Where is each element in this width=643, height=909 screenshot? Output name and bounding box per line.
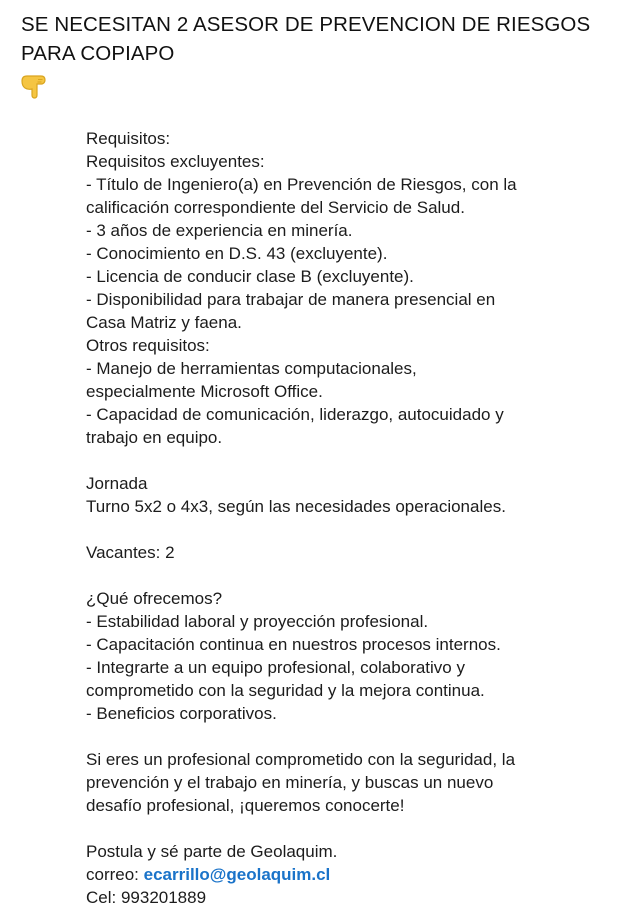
- post-body: [86, 127, 631, 909]
- apply-text: Postula y sé parte de Geolaquim.: [86, 842, 338, 861]
- spacer: [86, 449, 631, 472]
- requirement-soft-skills: - Capacidad de comunicación, liderazgo, autocuidado y: [86, 405, 504, 424]
- contact-email-row: [86, 863, 631, 886]
- spacer: [86, 564, 631, 587]
- spacer: [86, 725, 631, 748]
- contact-phone[interactable]: Cel: 993201889: [86, 888, 207, 907]
- spacer: [86, 817, 631, 840]
- offer-benefits: - Beneficios corporativos.: [86, 704, 277, 723]
- requirement-license: - Licencia de conducir clase B (excluyente).: [86, 267, 414, 286]
- post-title-line-1: SE NECESITAN 2 ASESOR DE PREVENCION DE RIESGOS: [21, 13, 591, 36]
- closing-paragraph-line-2: prevención y el trabajo en minería, y buscas un nuevo: [86, 773, 494, 792]
- email-label: correo:: [86, 865, 144, 884]
- post-title: [21, 10, 631, 68]
- closing-paragraph-line-3: desafío profesional, ¡queremos conocerte!: [86, 796, 405, 815]
- requirement-computer-tools: - Manejo de herramientas computacionales,: [86, 359, 417, 378]
- requirement-soft-skills-cont: trabajo en equipo.: [86, 428, 223, 447]
- offer-team: - Integrarte a un equipo profesional, colaborativo y: [86, 658, 465, 677]
- backhand-index-pointing-down-icon: [19, 72, 49, 100]
- requirement-availability: - Disponibilidad para trabajar de manera presencial en: [86, 290, 496, 309]
- offer-stability: - Estabilidad laboral y proyección profesional.: [86, 612, 429, 631]
- vacancies-text: Vacantes: 2: [86, 543, 175, 562]
- mandatory-requirements-heading: Requisitos excluyentes:: [86, 152, 265, 171]
- post-title-line-2: PARA COPIAPO: [21, 42, 175, 65]
- requirement-degree-cont: calificación correspondiente del Servicio de Salud.: [86, 198, 465, 217]
- spacer: [86, 518, 631, 541]
- requirement-degree: - Título de Ingeniero(a) en Prevención de Riesgos, con la: [86, 175, 517, 194]
- requirement-ds43: - Conocimiento en D.S. 43 (excluyente).: [86, 244, 388, 263]
- requirement-experience: - 3 años de experiencia en minería.: [86, 221, 353, 240]
- offer-team-cont: comprometido con la seguridad y la mejora continua.: [86, 681, 485, 700]
- schedule-heading: Jornada: [86, 474, 148, 493]
- requirement-computer-tools-cont: especialmente Microsoft Office.: [86, 382, 323, 401]
- other-requirements-heading: Otros requisitos:: [86, 336, 210, 355]
- requirement-availability-cont: Casa Matriz y faena.: [86, 313, 242, 332]
- email-link[interactable]: ecarrillo@geolaquim.cl: [143, 865, 331, 884]
- offer-training: - Capacitación continua en nuestros procesos internos.: [86, 635, 501, 654]
- closing-paragraph-line-1: Si eres un profesional comprometido con la seguridad, la: [86, 750, 516, 769]
- offer-heading: ¿Qué ofrecemos?: [86, 589, 223, 608]
- schedule-text: Turno 5x2 o 4x3, según las necesidades operacionales.: [86, 497, 506, 516]
- requirements-heading: Requisitos:: [86, 129, 171, 148]
